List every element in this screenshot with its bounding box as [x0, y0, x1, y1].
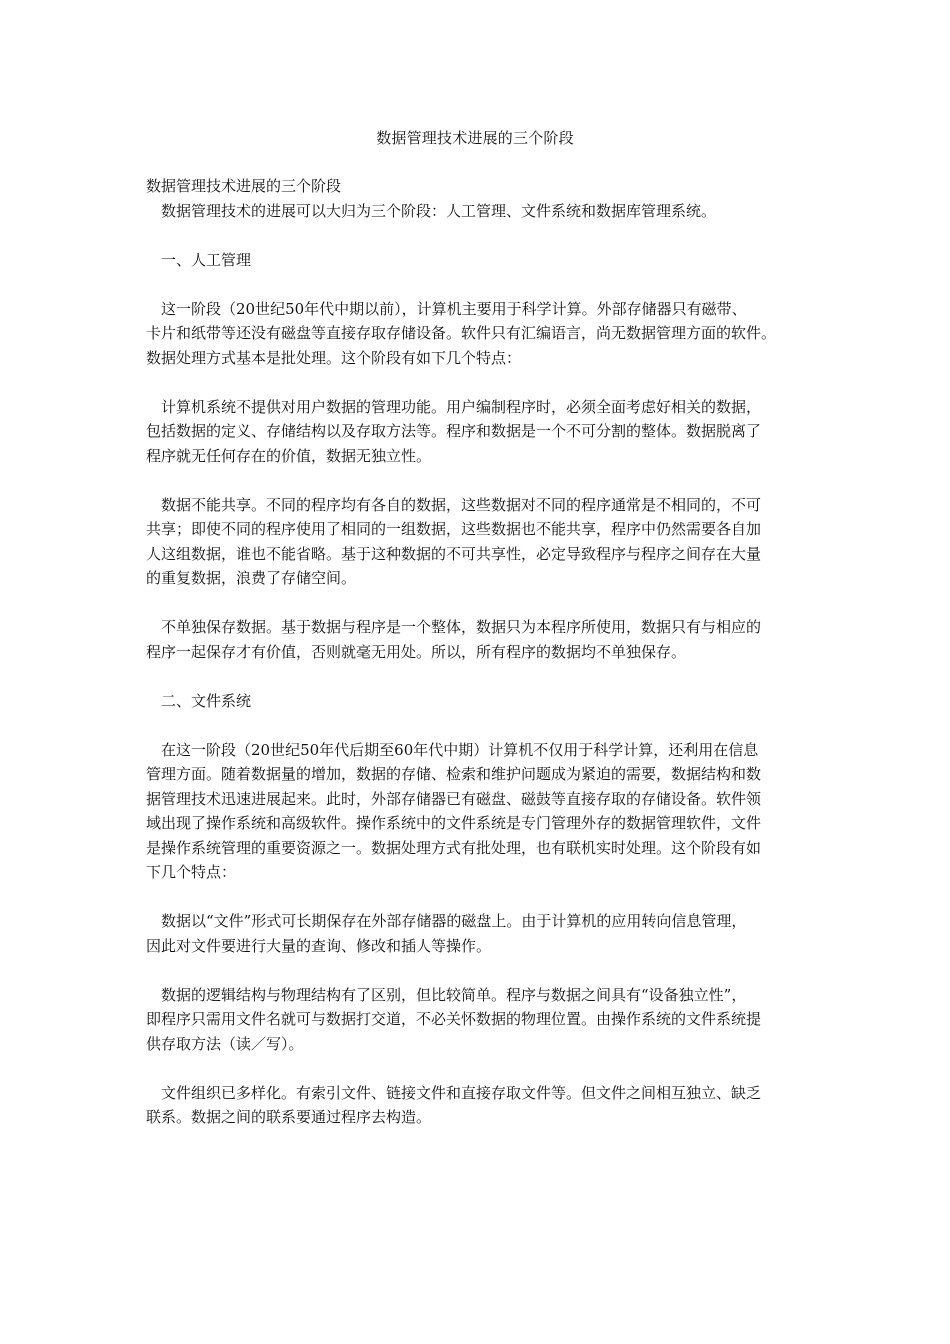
paragraph	[146, 983, 810, 1057]
paragraph-line: 数据处理方式基本是批处理。这个阶段有如下几个特点：	[146, 348, 522, 367]
document-subtitle: 数据管理技术进展的三个阶段	[146, 177, 342, 195]
paragraph	[146, 738, 810, 885]
paragraph-line: 是操作系统管理的重要资源之一。数据处理方式有批处理，也有联机实时处理。这个阶段有如	[146, 838, 762, 857]
paragraph-line: 共享；即使不同的程序使用了相同的一组数据，这些数据也不能共享，程序中仍然需要各自加	[146, 520, 762, 538]
paragraph-line: 包括数据的定义、存储结构以及存取方法等。程序和数据是一个不可分割的整体。数据脱离了	[146, 422, 762, 440]
paragraph	[146, 297, 810, 371]
paragraph-line: 数据的逻辑结构与物理结构有了区别，但比较简单。程序与数据之间具有“设备独立性”，	[161, 985, 747, 1004]
paragraph-line: 卡片和纸带等还没有磁盘等直接存取存储设备。软件只有汇编语言，尚无数据管理方面的软件。	[146, 324, 777, 342]
section-heading-file-system: 二、文件系统	[161, 691, 252, 710]
paragraph-line: 供存取方法（读／写）。	[146, 1034, 304, 1053]
paragraph	[146, 395, 810, 469]
paragraph-line: 的重复数据，浪费了存储空间。	[146, 569, 357, 587]
paragraph-line: 因此对文件要进行大量的查询、修改和插人等操作。	[146, 936, 492, 955]
paragraph-line: 计算机系统不提供对用户数据的管理功能。用户编制程序时，必须全面考虑好相关的数据，	[161, 397, 762, 416]
paragraph-line: 下几个特点：	[146, 863, 237, 881]
paragraph-line: 即程序只需用文件名就可与数据打交道，不必关怀数据的物理位置。由操作系统的文件系统提	[146, 1010, 762, 1028]
paragraph-line: 在这一阶段（20世纪50年代后期至60年代中期）计算机不仅用于科学计算，还利用在信息	[161, 740, 759, 759]
paragraph-line: 联系。数据之间的联系要通过程序去构造。	[146, 1108, 432, 1126]
paragraph-line: 域出现了操作系统和高级软件。操作系统中的文件系统是专门管理外存的数据管理软件，文件	[146, 814, 762, 832]
paragraph-line: 数据以“文件”形式可长期保存在外部存储器的磁盘上。由于计算机的应用转向信息管理，	[161, 912, 747, 930]
paragraph-line: 管理方面。随着数据量的增加，数据的存储、检索和维护问题成为紧迫的需要，数据结构和数	[146, 765, 762, 783]
paragraph-line: 程序就无任何存在的价值，数据无独立性。	[146, 446, 432, 465]
section-heading-manual: 一、人工管理	[161, 250, 252, 269]
paragraph-line: 人这组数据，谁也不能省略。基于这种数据的不可共享性，必定导致程序与程序之间存在大量	[146, 544, 762, 563]
paragraph	[146, 909, 810, 958]
paragraph-line: 这一阶段（20世纪50年代中期以前），计算机主要用于科学计算。外部存储器只有磁带、	[161, 299, 747, 318]
paragraph-line: 数据不能共享。不同的程序均有各自的数据，这些数据对不同的程序通常是不相同的，不可	[161, 495, 762, 514]
paragraph	[146, 493, 810, 591]
paragraph	[146, 615, 810, 664]
document-title: 数据管理技术进展的三个阶段	[376, 129, 574, 147]
document-body	[146, 174, 810, 1130]
paragraph-line: 不单独保存数据。基于数据与程序是一个整体，数据只为本程序所使用，数据只有与相应的	[161, 618, 762, 636]
paragraph-line: 程序一起保存才有价值，否则就毫无用处。所以，所有程序的数据均不单独保存。	[146, 642, 687, 661]
paragraph-line: 文件组织已多样化。有索引文件、链接文件和直接存取文件等。但文件之间相互独立、缺乏	[161, 1083, 762, 1102]
paragraph-line: 据管理技术迅速进展起来。此时，外部存储器已有磁盘、磁鼓等直接存取的存储设备。软件领	[146, 789, 762, 808]
paragraph	[146, 1081, 810, 1130]
intro-paragraph: 数据管理技术的进展可以大归为三个阶段：人工管理、文件系统和数据库管理系统。	[161, 201, 717, 220]
